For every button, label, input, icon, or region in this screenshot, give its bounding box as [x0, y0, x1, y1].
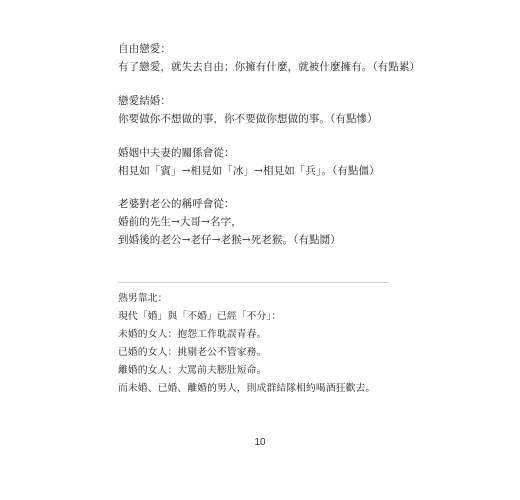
section-heading: 老婆對老公的稱呼會從：: [118, 198, 235, 210]
section-text: 到婚後的老公→老仔→老猴→死老猴。（有點鬩）: [118, 234, 341, 246]
section-text: 現代「婚」與「不婚」已經「不分」：: [118, 311, 282, 322]
section-heading: 戀愛結婚：: [118, 95, 171, 107]
section-couple-relationship: [118, 144, 458, 180]
section-text: 你要做你不想做的事，你不要做你想做的事。（有點慘）: [118, 113, 378, 125]
section-heading: 熟男靠北：: [118, 293, 168, 304]
section-text: 而未婚、已婚、離婚的男人，則成群結隊相約喝酒狂歡去。: [118, 383, 376, 394]
section-text: 有了戀愛，就失去自由；你擁有什麼，就被什麼擁有。（有點累）: [118, 61, 421, 73]
section-love-marriage: [118, 92, 458, 128]
section-heading: 婚姻中夫妻的關係會從：: [118, 147, 235, 159]
page-number: 10: [254, 437, 266, 448]
section-divider: [118, 282, 388, 283]
section-wife-address: [118, 195, 458, 249]
section-text: 婚前的先生→大哥→名字，: [118, 216, 242, 228]
section-text: 未婚的女人：抱怨工作耽誤青春。: [118, 329, 267, 340]
section-text: 相見如「賓」→相見如「冰」→相見如「兵」。（有點僵）: [118, 165, 380, 177]
section-heading: 自由戀愛：: [118, 43, 171, 55]
section-mature-men: [118, 290, 458, 398]
section-text: 離婚的女人：大罵前夫膨肚短命。: [118, 365, 267, 376]
section-text: 已婚的女人：挑剔老公不管家務。: [118, 347, 267, 358]
section-free-love: [118, 40, 458, 76]
